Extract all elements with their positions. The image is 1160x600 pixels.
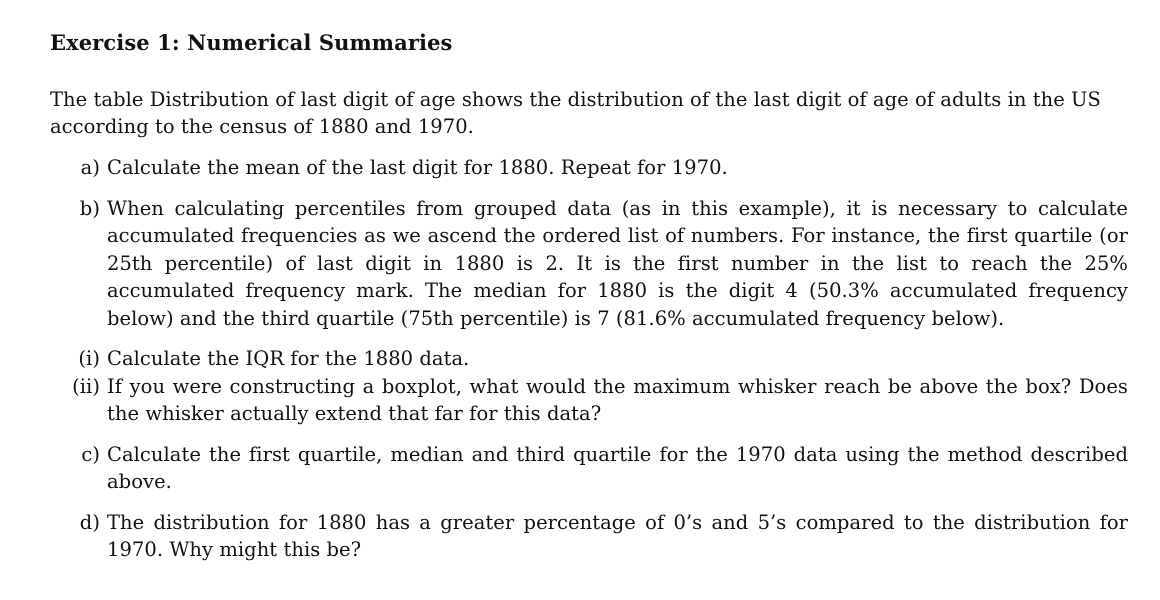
question-ii-text: If you were constructing a boxplot, what would the maximum whisker reach be above the box? Does the whisker actually extend that far for this data?: [107, 374, 1128, 425]
question-ii-marker: (ii): [72, 374, 100, 398]
question-b-text: When calculating percentiles from grouped data (as in this example), it is necessary to calculate accumulated frequencies as we ascend the ordered list of numbers. For instance, the first quartile (or 25th percentile) of last digit in 1880 is 2. It is the first number in the list to reach the 25% accumulated frequency mark. The median for 1880 is the digit 4 (50.3% accumulated frequency below) and the third quartile (75th percentile) is 7 (81.6% accumulated frequency below).: [107, 196, 1128, 330]
question-a-text: Calculate the mean of the last digit for 1880. Repeat for 1970.: [107, 156, 728, 179]
question-i-text: Calculate the IQR for the 1880 data.: [107, 347, 470, 370]
question-list: [50, 154, 1128, 564]
exercise-intro: The table Distribution of last digit of age shows the distribution of the last digit of age of adults in the US according to the census of 1880 and 1970.: [50, 88, 1101, 138]
question-b: [50, 195, 1128, 333]
question-ii: [50, 373, 1128, 428]
question-i: [50, 345, 1128, 373]
question-i-marker: (i): [78, 347, 100, 370]
question-c: [50, 441, 1128, 496]
exercise-heading: Exercise 1: Numerical Summaries: [50, 30, 453, 55]
question-d: [50, 509, 1128, 564]
question-c-text: Calculate the first quartile, median and third quartile for the 1970 data using the method described above.: [107, 442, 1128, 493]
question-d-marker: d): [79, 510, 100, 534]
question-a: [50, 154, 1128, 182]
question-a-marker: a): [80, 156, 100, 179]
exercise-page: [50, 29, 1128, 564]
question-b-marker: b): [79, 196, 100, 220]
question-d-text: The distribution for 1880 has a greater percentage of 0’s and 5’s compared to the distribution for 1970. Why might this be?: [107, 510, 1128, 561]
question-c-marker: c): [81, 442, 100, 466]
